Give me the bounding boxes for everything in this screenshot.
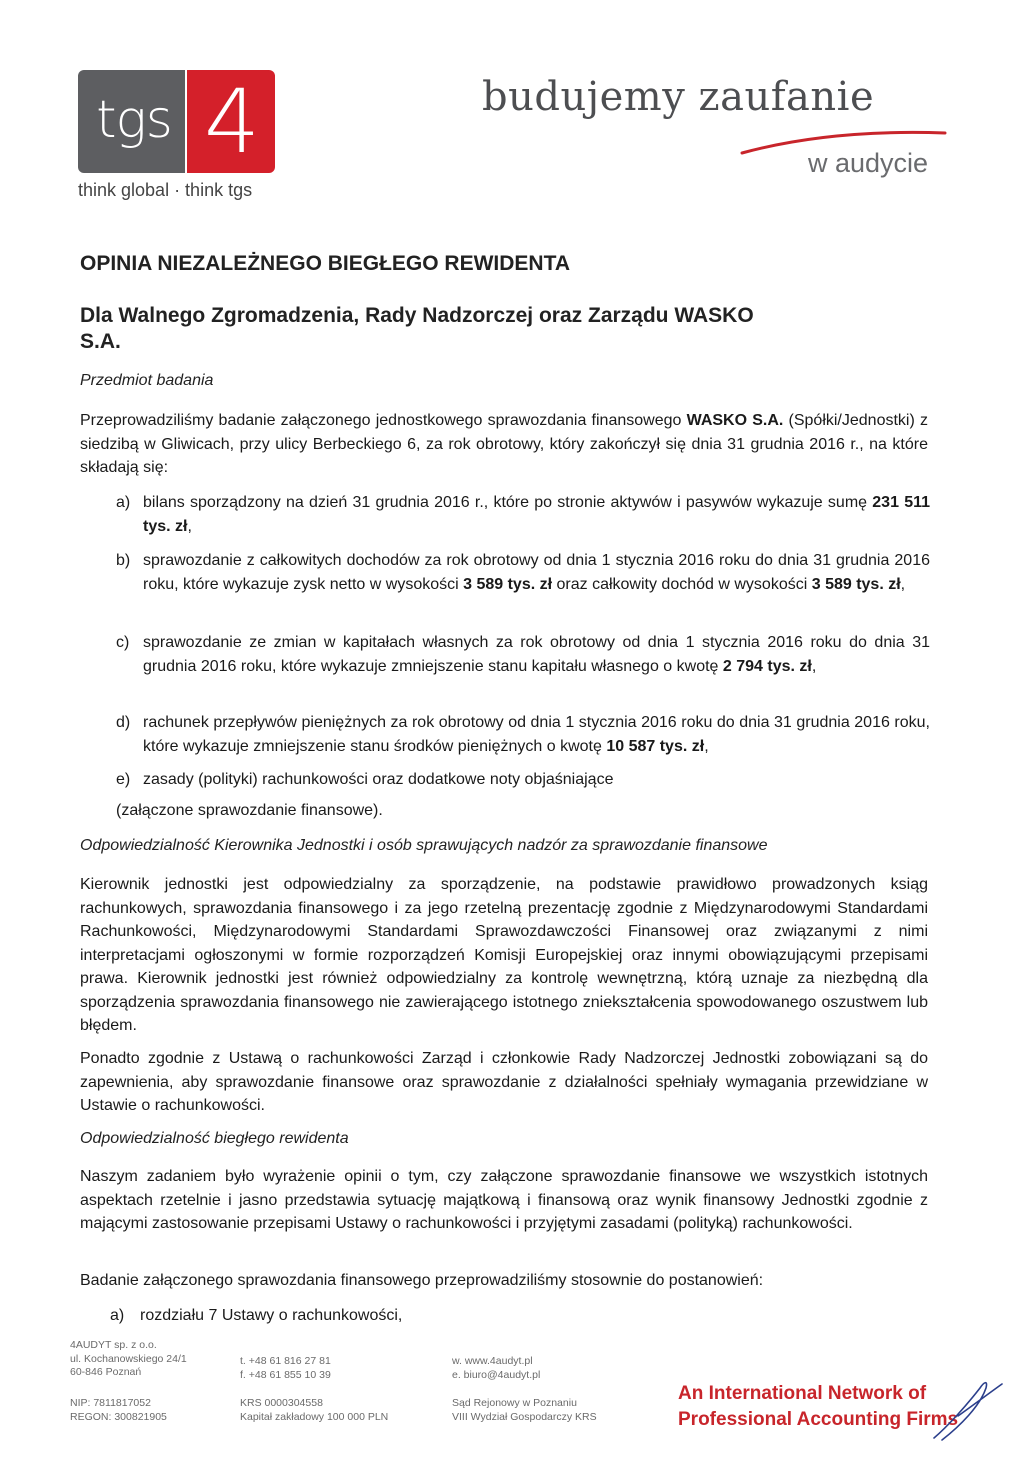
list-item-a: a) bilans sporządzony na dzień 31 grudnia 2016 r., które po stronie aktywów i pasywów wykazuje sumę 231 511 tys. zł, <box>116 494 931 535</box>
logo-tagline: think global · think tgs <box>78 180 253 200</box>
auditor-list-item-a: a) rozdziału 7 Ustawy o rachunkowości, <box>110 1307 403 1324</box>
section-heading-subject: Przedmiot badania <box>80 372 214 389</box>
list-item-e: e) zasady (polityki) rachunkowości oraz dodatkowe noty objaśniające <box>116 771 614 788</box>
footer-network-tagline: An International Network of Professional Accounting Firms <box>678 1383 959 1430</box>
signature-mark-icon <box>928 1376 1008 1446</box>
list-item-d: d) rachunek przepływów pieniężnych za rok obrotowy od dnia 1 stycznia 2016 roku do dnia 31 grudnia 2016 roku, które wykazuje zmniejszenie stanu środków pieniężnych o kwotę 10 587 tys. zł, <box>116 714 930 755</box>
footer-web-email: w. www.4audyt.pl e. biuro@4audyt.pl <box>452 1355 541 1381</box>
section-heading-auditor: Odpowiedzialność biegłego rewidenta <box>80 1130 349 1147</box>
slogan-subtitle: w audycie <box>808 148 929 178</box>
footer-company-ids: NIP: 7811817052 REGON: 300821905 <box>70 1397 167 1423</box>
subject-intro: Przeprowadziliśmy badanie załączonego jednostkowego sprawozdania finansowego WASKO S.A. (Spółki/Jednostki) z siedzibą w Gliwicach, przy ulicy Berbeckiego 6, za rok obrotowy, który zakończył się dnia 31 grudnia 2016 r., na które składają się: <box>80 412 928 476</box>
logo-four-text: 4 <box>204 70 260 173</box>
slogan: budujemy zaufanie <box>482 74 875 120</box>
footer-registry: KRS 0000304558 Kapitał zakładowy 100 000 PLN <box>240 1397 389 1423</box>
list-item-c: c) sprawozdanie ze zmian w kapitałach własnych za rok obrotowy od dnia 1 stycznia 2016 roku do dnia 31 grudnia 2016 roku, które wykazuje zmniejszenie stanu kapitału własnego o kwotę 2 794 tys. zł, <box>116 634 930 675</box>
tgs4-logo <box>78 70 278 210</box>
footer-court: Sąd Rejonowy w Poznaniu VIII Wydział Gospodarczy KRS <box>452 1397 597 1423</box>
addressee: Dla Walnego Zgromadzenia, Rady Nadzorczej oraz Zarządu WASKO S.A. <box>80 304 754 353</box>
section-heading-management: Odpowiedzialność Kierownika Jednostki i osób sprawujących nadzór za sprawozdanie finansowe <box>80 837 768 854</box>
attached-note: (załączone sprawozdanie finansowe). <box>116 802 383 819</box>
footer-phone: t. +48 61 816 27 81 f. +48 61 855 10 39 <box>240 1355 331 1381</box>
list-item-b: b) sprawozdanie z całkowitych dochodów za rok obrotowy od dnia 1 stycznia 2016 roku do dnia 31 grudnia 2016 roku, które wykazuje zysk netto w wysokości 3 589 tys. zł oraz całkowity dochód w wysokości 3 589 tys. zł, <box>116 552 930 593</box>
management-paragraph-2: Ponadto zgodnie z Ustawą o rachunkowości Zarząd i członkowie Rady Nadzorczej Jednostki zobowiązani są do zapewnienia, aby sprawozdanie finansowe oraz sprawozdanie z działalności spełniały wymagania przewidziane w Ustawie o rachunkowości. <box>80 1050 928 1114</box>
footer-company-address: 4AUDYT sp. z o.o. ul. Kochanowskiego 24/1 60-846 Poznań <box>70 1339 187 1378</box>
management-paragraph-1: Kierownik jednostki jest odpowiedzialny za sporządzenie, na podstawie prawidłowo prowadzonych ksiąg rachunkowych, sprawozdania finansowego i za jego rzetelną prezentację zgodnie z Międzynarodowymi Standardami Rachunkowości, Międzynarodowymi Standardami Sprawozdawczości Finansowej oraz związanymi z nimi interpretacjami ogłoszonymi w formie rozporządzeń Komisji Europejskiej oraz innymi obowiązującymi przepisami prawa. Kierownik jednostki jest również odpowiedzialny za kontrolę wewnętrzną, którą uznaje za niezbędną dla sporządzenia sprawozdania finansowego nie zawierającego istotnego zniekształcenia spowodowanego oszustwem lub błędem. <box>80 876 928 1034</box>
page-title: OPINIA NIEZALEŻNEGO BIEGŁEGO REWIDENTA <box>80 252 571 275</box>
auditor-paragraph-1: Naszym zadaniem było wyrażenie opinii o tym, czy załączone sprawozdanie finansowe we wszystkich istotnych aspektach rzetelnie i jasno przedstawia sytuację majątkową i finansową oraz wynik finansowy Jednostki zgodnie z mającymi zastosowanie przepisami Ustawy o rachunkowości i przyjętymi zasadami (polityką) rachunkowości. <box>80 1168 928 1232</box>
logo-tgs-text: tgs <box>96 90 172 150</box>
auditor-paragraph-2: Badanie załączonego sprawozdania finansowego przeprowadziliśmy stosownie do postanowień: <box>80 1272 764 1289</box>
